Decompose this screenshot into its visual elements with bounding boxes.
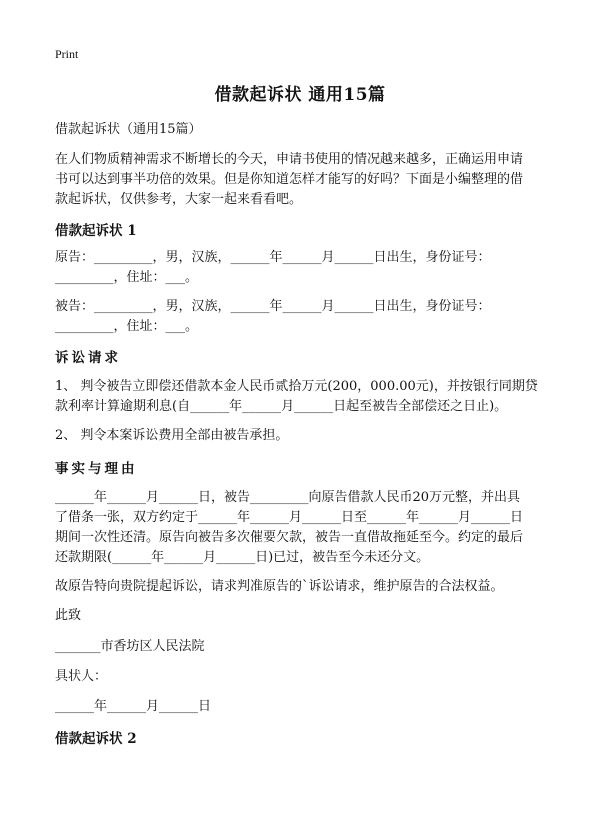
facts-line-2: 了借条一张，双方约定于______年______月______日至______年______月______日 <box>55 510 524 525</box>
section-heading-2: 借款起诉状 2 <box>55 731 137 747</box>
facts-line-1: ______年______月______日，被告_________向原告借款人民币20万元整，并出具 <box>55 490 521 505</box>
facts-heading: 事实与理由 <box>55 461 138 477</box>
claims-heading: 诉讼请求 <box>55 350 121 366</box>
section-heading-1: 借款起诉状 1 <box>55 223 137 239</box>
defendant-line-1: 被告：_________，男，汉族，______年______月______日出生，身份证号： <box>55 299 491 314</box>
intro-line-2: 书可以达到事半功倍的效果。但是你知道怎样才能写的好吗？下面是小编整理的借 <box>55 172 524 187</box>
court-line: _______市香坊区人民法院 <box>55 639 205 654</box>
conclusion: 故原告特向贵院提起诉讼，请求判准原告的`诉讼请求，维护原告的合法权益。 <box>55 579 504 594</box>
signer-label: 具状人： <box>55 669 108 684</box>
plaintiff-line-2: _________，住址：___。 <box>55 270 199 285</box>
date-line: ______年______月______日 <box>55 699 212 714</box>
intro-line-3: 款起诉状，仅供参考，大家一起来看看吧。 <box>55 192 303 207</box>
facts-line-4: 还款期限(______年______月______日)已过，被告至今未还分文。 <box>55 550 430 565</box>
salutation: 此致 <box>55 608 82 623</box>
claim-2: 2、 判令本案诉讼费用全部由被告承担。 <box>55 428 289 443</box>
defendant-line-2: _________，住址：___。 <box>55 319 199 334</box>
plaintiff-line-1: 原告：_________，男，汉族，______年______月______日出生，身份证号： <box>55 250 491 265</box>
subtitle: 借款起诉状（通用15篇） <box>55 122 202 137</box>
claim-1-line-2: 款利率计算逾期利息(自______年______月______日起至被告全部偿还之日止)。 <box>55 399 508 414</box>
page-title: 借款起诉状 通用15篇 <box>214 85 386 105</box>
print-label: Print <box>55 47 79 61</box>
intro-line-1: 在人们物质精神需求不断增长的今天，申请书使用的情况越来越多，正确运用申请 <box>55 152 524 167</box>
claim-1-line-1: 1、 判令被告立即偿还借款本金人民币贰拾万元(200，000.00元)，并按银行同期贷 <box>55 379 538 394</box>
facts-line-3: 期间一次性还清。原告向被告多次催要欠款，被告一直借故拖延至今。约定的最后 <box>55 530 524 545</box>
